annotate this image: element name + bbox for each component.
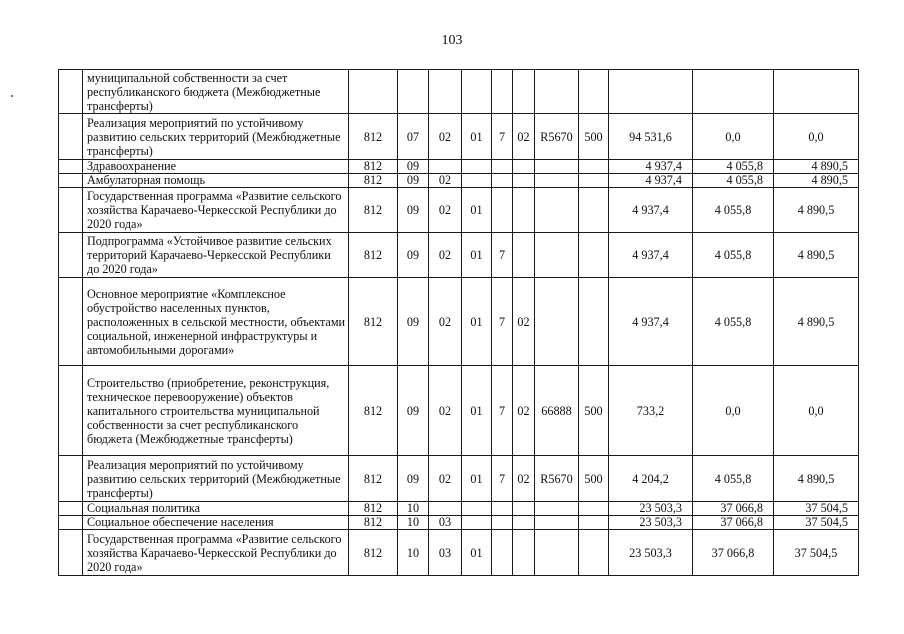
cell-amount-y2: 4 055,8	[693, 174, 774, 188]
cell-cs-event: 02	[513, 456, 535, 502]
cell-vr	[579, 516, 609, 530]
cell-ved: 812	[349, 502, 398, 516]
cell-ved: 812	[349, 174, 398, 188]
cell-cs-program	[462, 516, 492, 530]
cell-cs-event	[513, 502, 535, 516]
cell-blank	[59, 70, 83, 114]
table-row	[59, 366, 859, 456]
cell-pr	[429, 160, 462, 174]
cell-pr	[429, 502, 462, 516]
cell-cs-direction	[535, 70, 579, 114]
cell-rz: 10	[398, 530, 429, 576]
cell-rz: 09	[398, 456, 429, 502]
cell-cs-program	[462, 70, 492, 114]
row-name: Социальное обеспечение населения	[83, 516, 349, 530]
cell-blank	[59, 114, 83, 160]
cell-cs-direction	[535, 188, 579, 233]
cell-cs-event	[513, 233, 535, 278]
table-row	[59, 530, 859, 576]
table-body	[59, 70, 859, 576]
cell-blank	[59, 502, 83, 516]
cell-ved: 812	[349, 188, 398, 233]
cell-ved: 812	[349, 530, 398, 576]
cell-vr	[579, 174, 609, 188]
row-name: Социальная политика	[83, 502, 349, 516]
cell-vr	[579, 278, 609, 366]
cell-cs-event	[513, 174, 535, 188]
cell-amount-y2	[693, 70, 774, 114]
cell-amount-y1: 4 937,4	[609, 278, 693, 366]
cell-amount-y2: 37 066,8	[693, 516, 774, 530]
cell-cs-event	[513, 188, 535, 233]
table-row	[59, 516, 859, 530]
table-row	[59, 233, 859, 278]
cell-blank	[59, 174, 83, 188]
cell-pr: 02	[429, 278, 462, 366]
cell-cs-subprogram	[492, 516, 513, 530]
cell-vr	[579, 188, 609, 233]
row-name: Строительство (приобретение, реконструкция, техническое перевооружение) объектов капитального строительства муниципальной собственности за счет республиканского бюджета (Межбюджетные трансферты)	[83, 366, 349, 456]
cell-amount-y1: 23 503,3	[609, 502, 693, 516]
row-name: Основное мероприятие «Комплексное обустройство населенных пунктов, расположенных в сельской местности, объектами социальной, инженерной инфраструктуры и автомобильными дорогами»	[83, 278, 349, 366]
cell-amount-y2: 4 055,8	[693, 160, 774, 174]
cell-cs-direction: R5670	[535, 456, 579, 502]
cell-amount-y1: 4 937,4	[609, 188, 693, 233]
cell-amount-y3: 4 890,5	[774, 278, 859, 366]
cell-amount-y2: 0,0	[693, 114, 774, 160]
cell-amount-y3: 37 504,5	[774, 530, 859, 576]
cell-vr	[579, 160, 609, 174]
cell-ved: 812	[349, 516, 398, 530]
cell-vr: 500	[579, 366, 609, 456]
cell-cs-subprogram: 7	[492, 366, 513, 456]
cell-amount-y2: 37 066,8	[693, 502, 774, 516]
cell-ved	[349, 70, 398, 114]
cell-rz: 10	[398, 516, 429, 530]
cell-cs-direction	[535, 530, 579, 576]
cell-amount-y3: 0,0	[774, 114, 859, 160]
cell-cs-subprogram: 7	[492, 114, 513, 160]
cell-ved: 812	[349, 366, 398, 456]
cell-amount-y3: 4 890,5	[774, 188, 859, 233]
cell-cs-program: 01	[462, 456, 492, 502]
cell-cs-program: 01	[462, 530, 492, 576]
cell-pr: 02	[429, 114, 462, 160]
cell-ved: 812	[349, 160, 398, 174]
page-number: 103	[441, 33, 463, 48]
cell-amount-y2: 4 055,8	[693, 456, 774, 502]
cell-cs-event	[513, 530, 535, 576]
cell-blank	[59, 456, 83, 502]
cell-cs-subprogram	[492, 174, 513, 188]
cell-ved: 812	[349, 456, 398, 502]
cell-amount-y1: 23 503,3	[609, 516, 693, 530]
table-row	[59, 456, 859, 502]
cell-rz: 07	[398, 114, 429, 160]
cell-rz: 09	[398, 278, 429, 366]
cell-cs-program	[462, 502, 492, 516]
cell-pr: 02	[429, 174, 462, 188]
cell-vr: 500	[579, 456, 609, 502]
cell-blank	[59, 160, 83, 174]
cell-amount-y2: 4 055,8	[693, 233, 774, 278]
row-name: Реализация мероприятий по устойчивому развитию сельских территорий (Межбюджетные трансферты)	[83, 114, 349, 160]
cell-cs-subprogram	[492, 70, 513, 114]
cell-cs-direction	[535, 233, 579, 278]
cell-amount-y2: 4 055,8	[693, 278, 774, 366]
cell-cs-subprogram: 7	[492, 233, 513, 278]
cell-cs-program	[462, 174, 492, 188]
cell-cs-event: 02	[513, 278, 535, 366]
row-name: муниципальной собственности за счет республиканского бюджета (Межбюджетные трансферты)	[83, 70, 349, 114]
row-name: Реализация мероприятий по устойчивому развитию сельских территорий (Межбюджетные трансферты)	[83, 456, 349, 502]
cell-amount-y1: 94 531,6	[609, 114, 693, 160]
cell-pr: 03	[429, 530, 462, 576]
table-row	[59, 70, 859, 114]
cell-amount-y3: 4 890,5	[774, 456, 859, 502]
table-row	[59, 188, 859, 233]
cell-pr: 02	[429, 366, 462, 456]
row-name: Государственная программа «Развитие сельского хозяйства Карачаево-Черкесской Республики до 2020 года»	[83, 188, 349, 233]
cell-amount-y1: 4 937,4	[609, 233, 693, 278]
cell-pr	[429, 70, 462, 114]
cell-ved: 812	[349, 233, 398, 278]
cell-cs-program: 01	[462, 114, 492, 160]
cell-pr: 03	[429, 516, 462, 530]
cell-cs-direction: 66888	[535, 366, 579, 456]
cell-cs-direction	[535, 502, 579, 516]
cell-cs-program	[462, 160, 492, 174]
cell-blank	[59, 366, 83, 456]
cell-pr: 02	[429, 188, 462, 233]
cell-cs-program: 01	[462, 188, 492, 233]
cell-rz: 10	[398, 502, 429, 516]
cell-cs-subprogram: 7	[492, 278, 513, 366]
cell-amount-y3: 4 890,5	[774, 160, 859, 174]
cell-amount-y2: 0,0	[693, 366, 774, 456]
cell-cs-program: 01	[462, 233, 492, 278]
cell-cs-program: 01	[462, 278, 492, 366]
cell-cs-subprogram	[492, 160, 513, 174]
cell-rz: 09	[398, 366, 429, 456]
row-name: Подпрограмма «Устойчивое развитие сельских территорий Карачаево-Черкесской Республики до 2020 года»	[83, 233, 349, 278]
table-row	[59, 278, 859, 366]
cell-cs-direction	[535, 174, 579, 188]
cell-amount-y1: 23 503,3	[609, 530, 693, 576]
cell-vr: 500	[579, 114, 609, 160]
cell-amount-y3	[774, 70, 859, 114]
table-row	[59, 114, 859, 160]
table-row	[59, 502, 859, 516]
cell-cs-subprogram	[492, 188, 513, 233]
cell-vr	[579, 530, 609, 576]
cell-amount-y3: 0,0	[774, 366, 859, 456]
cell-ved: 812	[349, 114, 398, 160]
cell-blank	[59, 530, 83, 576]
cell-blank	[59, 233, 83, 278]
cell-blank	[59, 188, 83, 233]
cell-amount-y1: 4 937,4	[609, 174, 693, 188]
cell-pr: 02	[429, 233, 462, 278]
row-name: Государственная программа «Развитие сельского хозяйства Карачаево-Черкесской Республики до 2020 года»	[83, 530, 349, 576]
cell-pr: 02	[429, 456, 462, 502]
cell-blank	[59, 278, 83, 366]
cell-rz: 09	[398, 233, 429, 278]
cell-cs-program: 01	[462, 366, 492, 456]
row-name: Амбулаторная помощь	[83, 174, 349, 188]
cell-vr	[579, 70, 609, 114]
budget-table	[58, 69, 859, 576]
cell-rz: 09	[398, 174, 429, 188]
cell-amount-y3: 37 504,5	[774, 516, 859, 530]
cell-cs-event	[513, 160, 535, 174]
cell-cs-direction: R5670	[535, 114, 579, 160]
cell-amount-y1: 733,2	[609, 366, 693, 456]
cell-blank	[59, 516, 83, 530]
cell-rz: 09	[398, 188, 429, 233]
row-name: Здравоохранение	[83, 160, 349, 174]
cell-ved: 812	[349, 278, 398, 366]
cell-amount-y1: 4 937,4	[609, 160, 693, 174]
cell-cs-direction	[535, 160, 579, 174]
table-row	[59, 174, 859, 188]
cell-cs-subprogram	[492, 502, 513, 516]
cell-cs-event	[513, 70, 535, 114]
cell-cs-direction	[535, 516, 579, 530]
cell-cs-subprogram: 7	[492, 456, 513, 502]
cell-cs-event: 02	[513, 366, 535, 456]
cell-cs-event	[513, 516, 535, 530]
cell-vr	[579, 502, 609, 516]
cell-amount-y2: 37 066,8	[693, 530, 774, 576]
cell-amount-y1: 4 204,2	[609, 456, 693, 502]
cell-amount-y3: 4 890,5	[774, 174, 859, 188]
cell-amount-y2: 4 055,8	[693, 188, 774, 233]
cell-rz	[398, 70, 429, 114]
cell-amount-y3: 37 504,5	[774, 502, 859, 516]
cell-vr	[579, 233, 609, 278]
cell-cs-subprogram	[492, 530, 513, 576]
cell-amount-y1	[609, 70, 693, 114]
cell-cs-direction	[535, 278, 579, 366]
cell-rz: 09	[398, 160, 429, 174]
table-row	[59, 160, 859, 174]
cell-amount-y3: 4 890,5	[774, 233, 859, 278]
cell-cs-event: 02	[513, 114, 535, 160]
scan-artifact-dot	[11, 95, 13, 97]
